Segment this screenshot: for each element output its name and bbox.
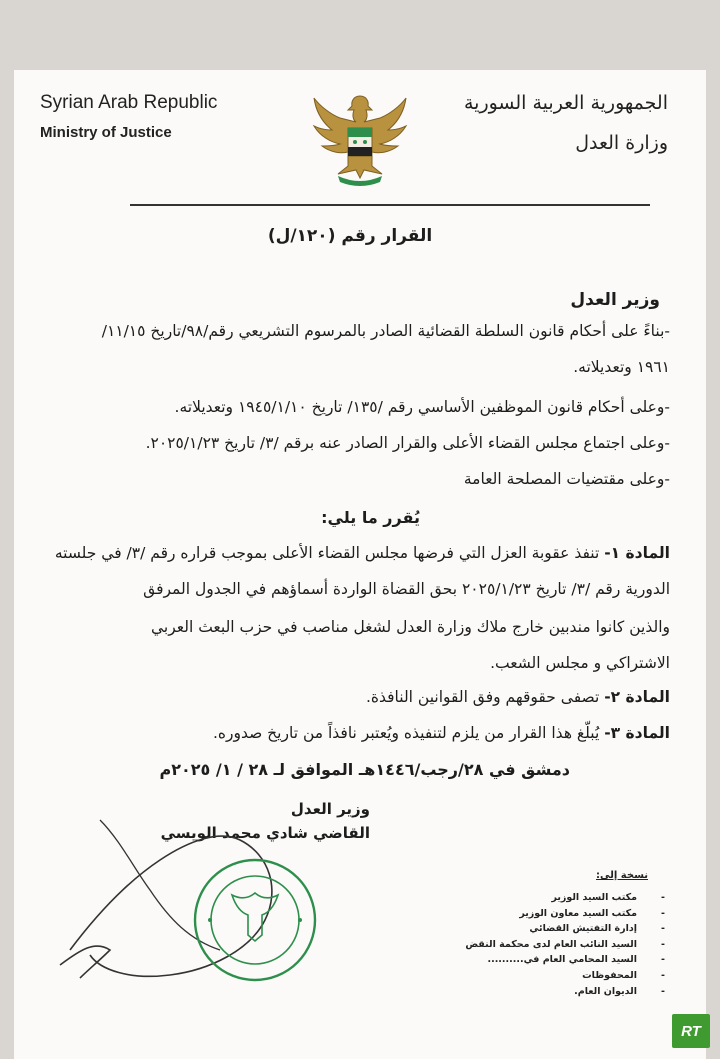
list-item: - السيد المحامي العام في.......... — [487, 954, 665, 966]
arabic-ministry-title: وزارة العدل — [575, 132, 668, 154]
header-divider — [130, 204, 650, 206]
list-item: - الديوان العام. — [574, 985, 665, 997]
preamble-line-5: -وعلى مقتضيات المصلحة العامة — [463, 470, 670, 488]
article-1-line-4: الاشتراكي و مجلس الشعب. — [490, 654, 670, 672]
article-3-label: المادة ٣- — [604, 724, 670, 742]
list-item: - السيد النائب العام لدى محكمة النقض — [465, 938, 665, 950]
signatory-name: القاضي شادي محمد الويسي — [160, 824, 370, 842]
article-2-text: تصفى حقوقهم وفق القوانين النافذة. — [365, 688, 600, 706]
preamble-line-4: -وعلى اجتماع مجلس القضاء الأعلى والقرار الصادر عنه برقم /٣/ تاريخ ٢٠٢٥/١/٢٣. — [145, 434, 670, 452]
article-2-label: المادة ٢- — [604, 688, 670, 706]
article-1-line-2: الدورية رقم /٣/ تاريخ ٢٠٢٥/١/٢٣ بحق القضاة الواردة أسماؤهم في الجدول المرفق — [143, 580, 670, 598]
english-ministry-title: Ministry of Justice — [40, 124, 172, 141]
list-item: - مكتب السيد معاون الوزير — [519, 907, 665, 919]
decision-number: القرار رقم (١٢٠/ل) — [267, 226, 433, 246]
list-item: - إدارة التفتيش القضائي — [529, 923, 665, 935]
eagle-emblem-icon — [308, 88, 412, 192]
official-seal-icon — [190, 855, 320, 985]
date-line: دمشق في ٢٨/رجب/١٤٤٦هـ الموافق لـ ٢٨ / ١/ ٢٠٢٥م — [159, 760, 570, 779]
article-3-text: يُبلّغ هذا القرار من يلزم لتنفيذه ويُعتبر نافذاً من تاريخ صدوره. — [212, 724, 600, 742]
english-republic-title: Syrian Arab Republic — [40, 92, 218, 113]
decision-issuer: وزير العدل — [570, 290, 660, 310]
arabic-republic-title: الجمهورية العربية السورية — [463, 92, 668, 114]
article-1-text-1: تنفذ عقوبة العزل التي فرضها مجلس القضاء الأعلى بموجب قراره رقم /٣/ في جلسته — [54, 544, 600, 562]
preamble-line-1: -بناءً على أحكام قانون السلطة القضائية الصادر بالمرسوم التشريعي رقم/٩٨/تاريخ ١١/١٥/ — [101, 322, 670, 340]
article-3 — [213, 724, 670, 742]
signature-block — [40, 800, 370, 1010]
article-1-line-1 — [55, 544, 670, 562]
copies-heading: نسخة إلى: — [596, 870, 648, 881]
article-1-label: المادة ١- — [604, 544, 670, 562]
list-item: - المحفوظات — [582, 969, 665, 981]
decides-heading: يُقرر ما يلي: — [321, 508, 420, 527]
article-1-line-3: والذين كانوا مندبين خارج ملاك وزارة العدل لشغل مناصب في حزب البعث العربي — [150, 618, 670, 636]
list-item: - مكتب السيد الوزير — [551, 892, 665, 903]
preamble-line-3: -وعلى أحكام قانون الموظفين الأساسي رقم /١٣٥/ تاريخ ١٩٤٥/١/١٠ وتعديلاته. — [174, 398, 670, 416]
article-2 — [366, 688, 670, 706]
copies-list — [390, 892, 665, 1001]
signatory-title: وزير العدل — [290, 800, 370, 818]
preamble-line-2: ١٩٦١ وتعديلاته. — [573, 358, 670, 376]
rt-logo: RT — [672, 1014, 710, 1048]
